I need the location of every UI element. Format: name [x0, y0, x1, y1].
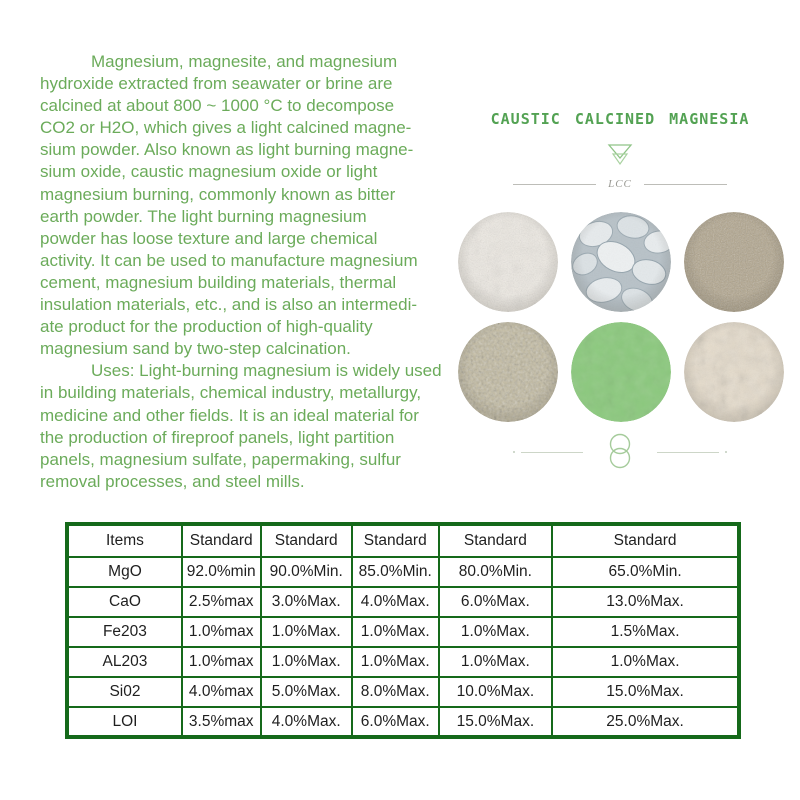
- product-image-green-swatch: [571, 322, 671, 422]
- table-cell: 3.0%Max.: [261, 587, 352, 617]
- table-cell: 15.0%Max.: [439, 707, 553, 737]
- brand-divider: [455, 178, 785, 190]
- table-cell: 6.0%Max.: [352, 707, 439, 737]
- footer-ornament: [455, 430, 785, 474]
- table-header-cell: Standard: [552, 524, 739, 557]
- table-cell: 25.0%Max.: [552, 707, 739, 737]
- table-cell: 3.5%max: [182, 707, 261, 737]
- intro-line: activity. It can be used to manufacture magnesium: [40, 250, 418, 270]
- intro-line: Uses: Light-burning magnesium is widely used: [40, 361, 442, 381]
- table-cell: 8.0%Max.: [352, 677, 439, 707]
- table-cell: 4.0%max: [182, 677, 261, 707]
- table-row: [67, 617, 739, 647]
- table-cell: 85.0%Min.: [352, 557, 439, 587]
- intro-line: sium powder. Also known as light burning magne-: [40, 140, 414, 160]
- intro-line: hydroxide extracted from seawater or brine are: [40, 74, 393, 94]
- intro-line: removal processes, and steel mills.: [40, 471, 305, 491]
- ornament-line-left: [521, 452, 583, 453]
- table-cell: 10.0%Max.: [439, 677, 553, 707]
- divider-line-left: [513, 184, 596, 185]
- table-header-cell: Standard: [261, 524, 352, 557]
- table-cell: 4.0%Max.: [261, 707, 352, 737]
- intro-line: cement, magnesium building materials, thermal: [40, 272, 397, 292]
- table-cell: 5.0%Max.: [261, 677, 352, 707]
- product-image-white-powder: [458, 212, 558, 312]
- table-row: [67, 587, 739, 617]
- table-cell: 92.0%min: [182, 557, 261, 587]
- table-cell: 13.0%Max.: [552, 587, 739, 617]
- table-cell: 15.0%Max.: [552, 677, 739, 707]
- table-cell: 1.0%Max.: [552, 647, 739, 677]
- intro-line: insulation materials, etc., and is also an intermedi-: [40, 295, 418, 315]
- product-header: [455, 110, 785, 190]
- table-cell: 4.0%Max.: [352, 587, 439, 617]
- table-row: [67, 557, 739, 587]
- table-cell: 1.0%Max.: [261, 647, 352, 677]
- product-image-grid: [458, 212, 784, 422]
- table-cell: 1.0%Max.: [439, 617, 553, 647]
- table-cell: 6.0%Max.: [439, 587, 553, 617]
- table-cell: 1.0%Max.: [261, 617, 352, 647]
- spec-table-body: [67, 557, 739, 737]
- table-header-cell: Standard: [352, 524, 439, 557]
- table-cell: CaO: [67, 587, 182, 617]
- table-cell: 2.5%max: [182, 587, 261, 617]
- spec-table: [65, 522, 741, 739]
- product-image-tan-granules: [684, 212, 784, 312]
- product-image-olive-granules: [458, 322, 558, 422]
- table-cell: 90.0%Min.: [261, 557, 352, 587]
- table-row: [67, 677, 739, 707]
- product-image-white-lumps: [571, 212, 671, 312]
- table-cell: 1.5%Max.: [552, 617, 739, 647]
- table-cell: 80.0%Min.: [439, 557, 553, 587]
- table-cell: Si02: [67, 677, 182, 707]
- table-header-cell: Standard: [182, 524, 261, 557]
- product-image-cream-powder: [684, 322, 784, 422]
- table-cell: MgO: [67, 557, 182, 587]
- product-title: CAUSTIC CALCINED MAGNESIA: [490, 110, 750, 128]
- table-header-cell: Standard: [439, 524, 553, 557]
- table-cell: 1.0%max: [182, 617, 261, 647]
- intro-line: magnesium burning, commonly known as bitter: [40, 184, 396, 204]
- intro-line: magnesium sand by two-step calcination.: [40, 339, 351, 359]
- table-header-row: [67, 524, 739, 557]
- table-cell: LOI: [67, 707, 182, 737]
- table-row: [67, 707, 739, 737]
- intro-line: the production of fireproof panels, light partition: [40, 427, 395, 447]
- table-cell: 1.0%Max.: [439, 647, 553, 677]
- intro-line: calcined at about 800 ~ 1000 °C to decompose: [40, 96, 395, 116]
- table-header-cell: Items: [67, 524, 182, 557]
- intro-line: sium oxide, caustic magnesium oxide or light: [40, 162, 378, 182]
- table-cell: 65.0%Min.: [552, 557, 739, 587]
- table-cell: 1.0%max: [182, 647, 261, 677]
- intro-line: CO2 or H2O, which gives a light calcined magne-: [40, 118, 412, 138]
- table-cell: 1.0%Max.: [352, 647, 439, 677]
- table-cell: AL203: [67, 647, 182, 677]
- ornament-line-right: [657, 452, 719, 453]
- divider-line-right: [644, 184, 727, 185]
- intro-line: powder has loose texture and large chemical: [40, 228, 378, 248]
- spec-table-header: [67, 524, 739, 557]
- brand-logo-text: LCC: [608, 178, 632, 190]
- table-cell: Fe203: [67, 617, 182, 647]
- intro-line: medicine and other fields. It is an ideal material for: [40, 405, 419, 425]
- double-triangle-icon: [455, 142, 785, 176]
- intro-line: earth powder. The light burning magnesium: [40, 206, 367, 226]
- intro-paragraph: [40, 51, 464, 493]
- intro-line: panels, magnesium sulfate, papermaking, sulfur: [40, 449, 401, 469]
- intro-line: Magnesium, magnesite, and magnesium: [40, 52, 398, 71]
- intro-line: in building materials, chemical industry, metallurgy,: [40, 383, 422, 403]
- table-row: [67, 647, 739, 677]
- intro-line: ate product for the production of high-quality: [40, 317, 373, 337]
- double-circle-icon: [607, 430, 633, 474]
- table-cell: 1.0%Max.: [352, 617, 439, 647]
